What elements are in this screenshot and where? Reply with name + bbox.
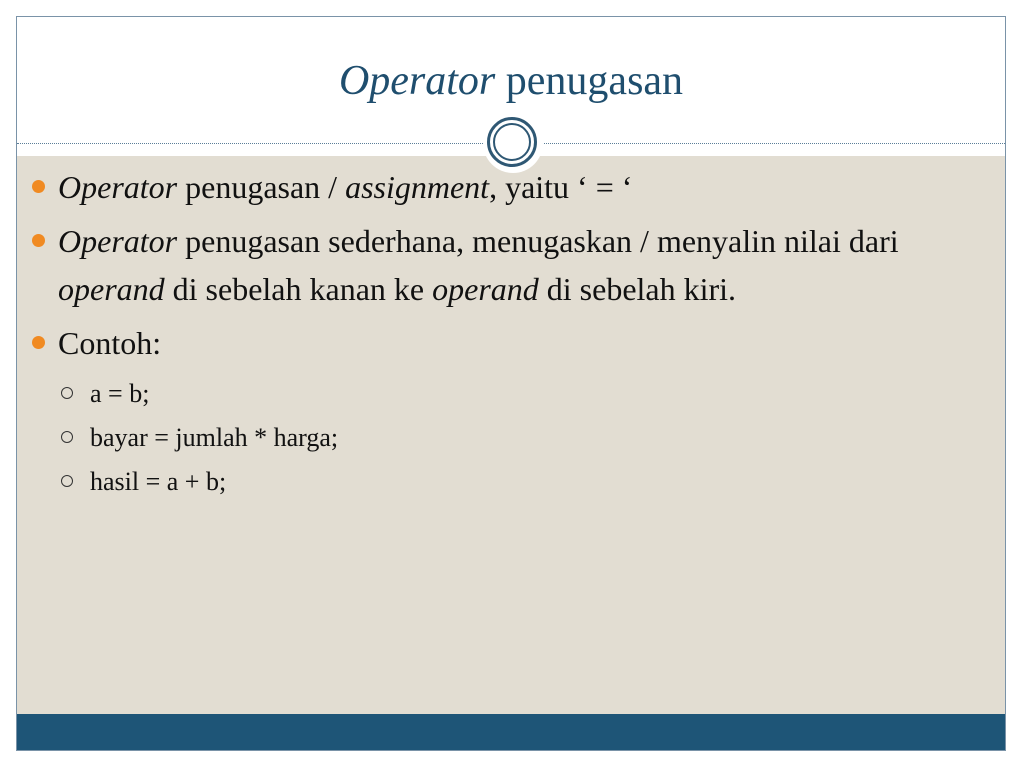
bullet-text: di sebelah kiri.	[538, 271, 737, 307]
slide-title	[17, 57, 1005, 105]
bullet-text: , yaitu ‘ = ‘	[489, 169, 633, 205]
hollow-circle-icon	[61, 387, 73, 399]
ring-inner-icon	[493, 123, 531, 161]
bullet-dot-icon	[32, 180, 45, 193]
bullet-item	[26, 163, 966, 211]
slide-title-rest: penugasan	[505, 58, 684, 104]
bullet-text-italic: Operator	[58, 169, 178, 205]
bullet-text: di sebelah kanan ke	[164, 271, 433, 307]
bullet-text-italic: assignment	[345, 169, 490, 205]
bullet-text-italic: operand	[58, 271, 165, 307]
bullet-text-italic: Operator	[58, 223, 178, 259]
hollow-circle-icon	[61, 475, 73, 487]
bullet-text-italic: operand	[432, 271, 539, 307]
bullet-dot-icon	[32, 234, 45, 247]
bullet-text: Contoh:	[58, 325, 162, 361]
sub-bullet-text: hasil = a + b;	[90, 467, 227, 496]
slide-title-italic: Operator	[338, 58, 496, 104]
footer-bar	[17, 714, 1005, 750]
bullet-item	[26, 319, 966, 367]
bullet-text: penugasan /	[177, 169, 346, 205]
sub-bullet-text: a = b;	[90, 379, 150, 408]
bullet-dot-icon	[32, 336, 45, 349]
sub-bullet-item	[26, 421, 966, 455]
bullet-list	[26, 163, 966, 509]
sub-bullet-item	[26, 465, 966, 499]
bullet-item	[26, 217, 966, 313]
bullet-text: penugasan sederhana, menugaskan / menyalin nilai dari	[177, 223, 899, 259]
sub-bullet-item	[26, 377, 966, 411]
hollow-circle-icon	[61, 431, 73, 443]
sub-bullet-text: bayar = jumlah * harga;	[90, 423, 339, 452]
